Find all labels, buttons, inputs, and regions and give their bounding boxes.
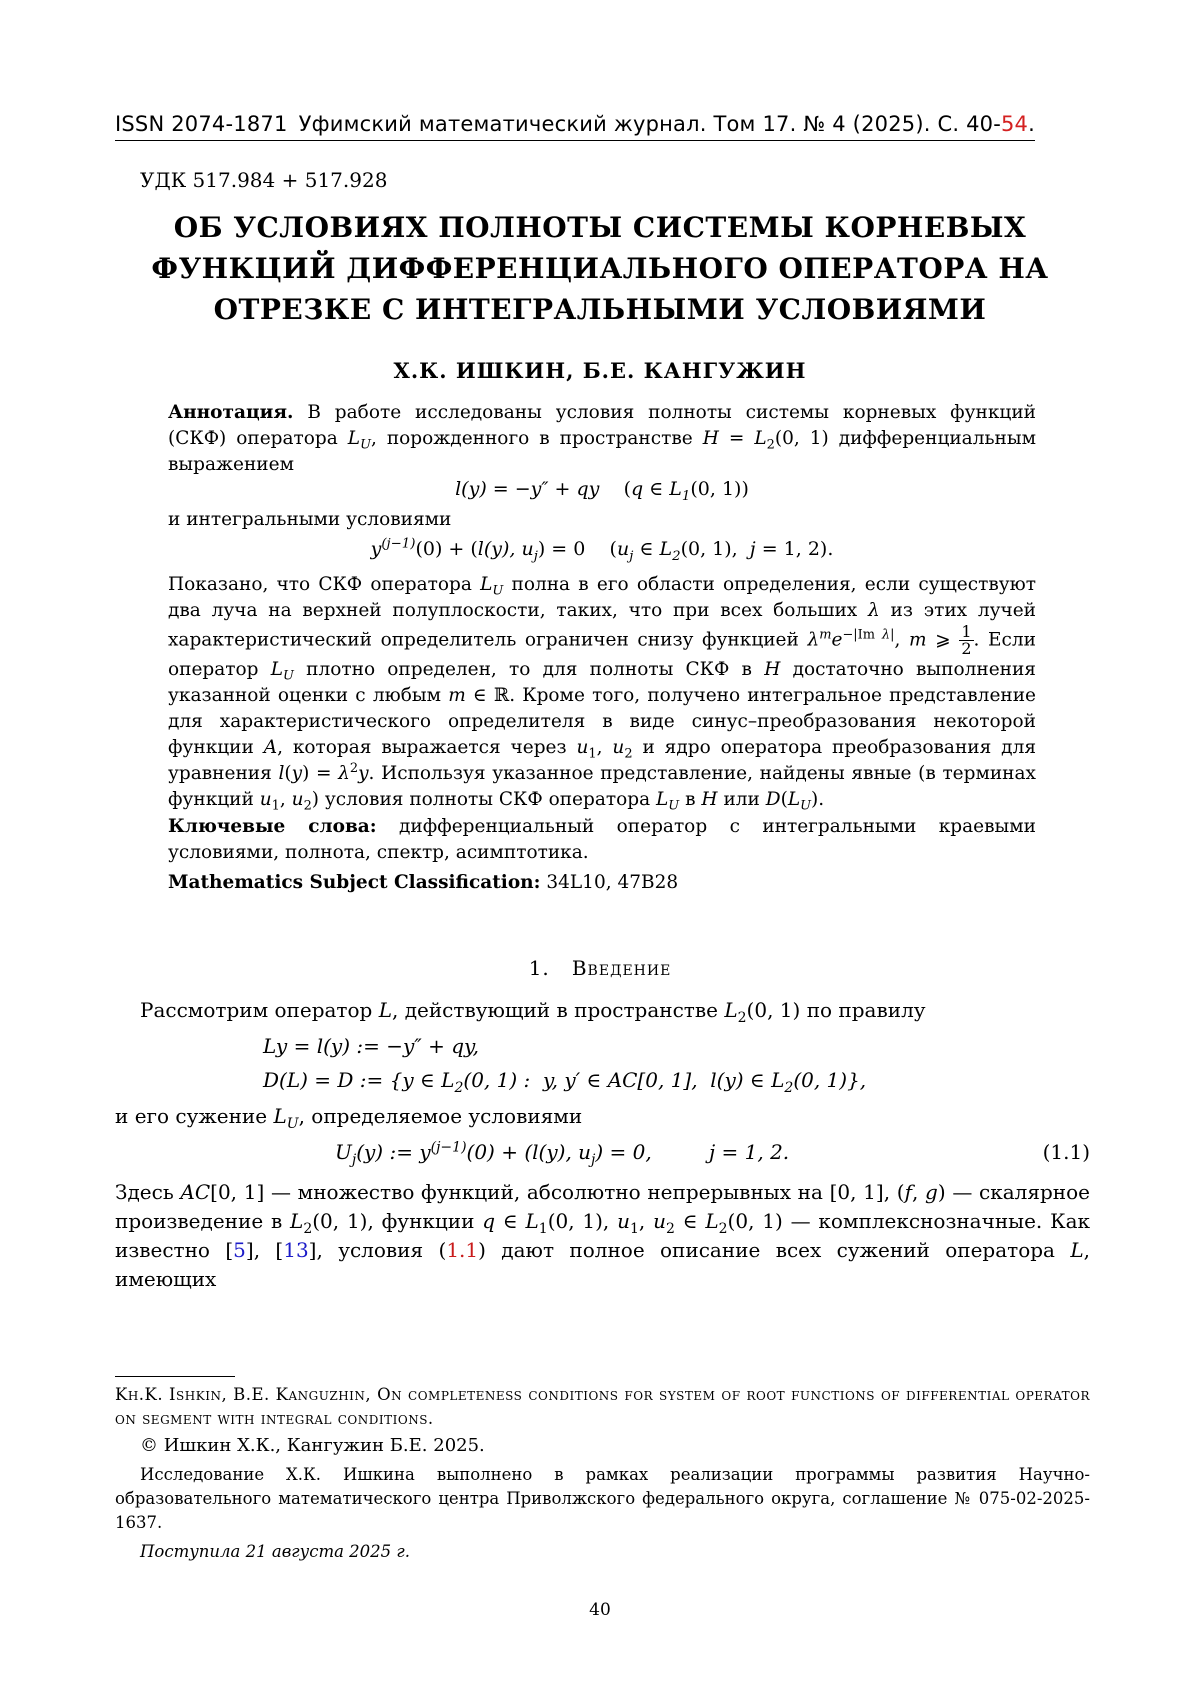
abstract-text: , которая выражается через bbox=[277, 737, 567, 758]
equation-1-1: $U_j(y)$ := $y^{(j-1)}(0) + (l(y)$, $u_j) = 0$, j = 1, 2. bbox=[335, 1139, 790, 1168]
section-title: Введение bbox=[571, 956, 672, 980]
section-heading bbox=[115, 956, 1085, 980]
abstract-text: плотно определен, то для полноты СКФ в bbox=[306, 659, 752, 680]
title-line-3: ОТРЕЗКЕ С ИНТЕГРАЛЬНЫМИ УСЛОВИЯМИ bbox=[213, 293, 987, 326]
journal-citation bbox=[299, 112, 1035, 136]
abstract-text: в bbox=[685, 789, 696, 810]
running-header bbox=[115, 112, 1035, 141]
abstract-text: . Кроме того, получено интегральное представление для характеристического определителя в виде синус–преобразования некоторой функции bbox=[168, 685, 1036, 758]
abstract-text: и ядро оператора преобразования для уравнения bbox=[168, 737, 1036, 784]
intro-text: — скалярное произведение в bbox=[115, 1180, 1090, 1233]
operator-definition: Ly = l(y) := −y″ + qy, bbox=[263, 1034, 480, 1058]
abstract-text: полна в его области определения, если существуют два луча на верхней полуплоскости, таких, что при всех больших bbox=[168, 574, 1036, 621]
abstract-text: достаточно выполнения указанной оценки с любым bbox=[168, 659, 1036, 706]
section-number: 1. bbox=[528, 956, 550, 980]
keywords bbox=[168, 814, 1036, 866]
copyright-footnote: © Ишкин Х.К., Кангужин Б.Е. 2025. bbox=[140, 1435, 485, 1456]
intro-text: , имеющих bbox=[115, 1238, 1090, 1291]
msc-text: 34L10, 47B28 bbox=[546, 872, 679, 893]
funding-footnote: Исследование Х.К. Ишкина выполнено в рамках реализации программы развития Научно-образовательного математического центра Приволжского федерального округа, соглашение № 075-02-2025-1637. bbox=[115, 1465, 1090, 1532]
keywords-label: Ключевые слова: bbox=[168, 816, 377, 837]
abstract-text: из этих лучей характеристический определитель ограничен снизу функцией bbox=[168, 600, 1036, 651]
intro-text: и его сужение bbox=[115, 1104, 268, 1128]
intro-sentence-2: и его сужение $L_U$, определяемое условиями bbox=[115, 1104, 583, 1132]
abstract-text: или bbox=[723, 789, 760, 810]
formula-l-y: l(y) = −y″ + qy (q ∈ $L_1(0$, 1)) bbox=[455, 478, 749, 504]
abstract-text: Показано, что СКФ оператора bbox=[168, 574, 472, 595]
domain-definition: D(L) = D := {y ∈ $L_2(0$, 1) : y, y′ ∈ AC[0, 1], l(y) ∈ $L_2(0$, 1)}, bbox=[263, 1068, 867, 1096]
abstract-text: . bbox=[818, 789, 825, 810]
abstract-text: , порожденного в пространстве bbox=[370, 428, 693, 449]
footnote-rule bbox=[115, 1376, 235, 1377]
english-title-footnote: Kh.K. Ishkin, B.E. Kanguzhin, On completeness conditions for system of root functions of differential operator on segment with integral conditions. bbox=[115, 1385, 1090, 1428]
intro-text: — множество функций, абсолютно непрерывных на bbox=[270, 1180, 823, 1204]
intro-text: Рассмотрим оператор bbox=[140, 998, 373, 1022]
intro-text: по правилу bbox=[806, 998, 926, 1022]
page-number: 40 bbox=[589, 1600, 611, 1620]
abstract-intro: Аннотация. В работе исследованы условия полноты системы корневых функций (СКФ) оператора $L_U$, порожденного в пространстве $H = L_2(0$, 1) дифференциальным выражением bbox=[168, 402, 1036, 475]
abstract-main: Показано, что СКФ оператора $L_U$ полна в его области определения, если существуют два луча на верхней полуплоскости, таких, что при всех больших λ из этих лучей характеристический определитель ограничен снизу функцией $\lambda^me^{-|Im \lambda|}$, m ⩾ $\frac{1}{2}$ . Если оператор $L_U$ плотно определен, то для полноты СКФ в H достаточно выполнения указанной оценки с любым m ∈ ℝ. Кроме того, получено интегральное представление для характеристического определителя в виде синус–преобразования некоторой функции A, которая выражается через $u_1$, $u_2$ и ядро оператора преобразования для уравнения $l(y) = \lambda^2y$. Используя указанное представление, найдены явные (в терминах функций $u_1$, $u_2$) условия полноты СКФ оператора $L_U$ в H или $D(L_U)$. bbox=[168, 574, 1036, 814]
end-page-link[interactable]: 54 bbox=[1000, 112, 1029, 136]
abstract-label: Аннотация. bbox=[168, 402, 294, 423]
equation-ref-link[interactable]: 1.1 bbox=[446, 1238, 479, 1262]
abstract-between: и интегральными условиями bbox=[168, 509, 452, 530]
msc-label: Mathematics Subject Classification: bbox=[168, 872, 541, 893]
authors: Х.К. ИШКИН, Б.Е. КАНГУЖИН bbox=[393, 358, 807, 383]
intro-text: дают полное описание всех сужений оператора bbox=[501, 1238, 1055, 1262]
title-line-2: ФУНКЦИЙ ДИФФЕРЕНЦИАЛЬНОГО ОПЕРАТОРА НА bbox=[151, 252, 1049, 285]
intro-text: , функции bbox=[367, 1209, 475, 1233]
equation-number: (1.1) bbox=[1042, 1140, 1090, 1164]
intro-sentence-1: Рассмотрим оператор L, действующий в пространстве $L_2(0$, 1) по правилу bbox=[140, 998, 926, 1026]
received-date: Поступила 21 августа 2025 г. bbox=[140, 1542, 411, 1561]
abstract-text: . Если оператор bbox=[168, 629, 1036, 680]
paper-title bbox=[115, 207, 1085, 330]
abstract-text: В работе исследованы условия полноты системы корневых функций (СКФ) оператора bbox=[168, 402, 1036, 449]
intro-text: , определяемое условиями bbox=[298, 1104, 583, 1128]
issn: ISSN 2074-1871 bbox=[115, 112, 288, 136]
intro-text: — комплекснозначные. Как известно bbox=[115, 1209, 1090, 1262]
udk: УДК 517.984 + 517.928 bbox=[140, 168, 388, 192]
abstract-text: ) условия полноты СКФ оператора bbox=[311, 789, 651, 810]
intro-text: , условия bbox=[316, 1238, 424, 1262]
keywords-text: дифференциальный оператор с интегральными краевыми условиями, полнота, спектр, асимптотика. bbox=[168, 816, 1036, 863]
title-line-1: ОБ УСЛОВИЯХ ПОЛНОТЫ СИСТЕМЫ КОРНЕВЫХ bbox=[173, 211, 1027, 244]
journal-citation-text: Уфимский математический журнал. Том 17. № 4 (2025). С. 40- bbox=[298, 112, 1001, 136]
intro-sentence-3: Здесь AC[0, 1] — множество функций, абсолютно непрерывных на [0, 1], (f, g) — скалярное произведение в $L_2(0$, 1), функции q ∈ $L_1(0$, 1), $u_1$, $u_2$ ∈ $L_2(0$, 1) — комплекснозначные. Как известно [5], [13], условия (1.1) дают полное описание всех сужений оператора L, имеющих bbox=[115, 1180, 1090, 1291]
abstract-text: дифференциальным выражением bbox=[168, 428, 1036, 475]
citation-link-13[interactable]: 13 bbox=[283, 1238, 309, 1262]
journal-citation-suffix: . bbox=[1028, 112, 1035, 136]
intro-text: , действующий в пространстве bbox=[391, 998, 718, 1022]
abstract-text: . Используя указанное представление, найдены явные (в терминах функций bbox=[168, 763, 1036, 810]
citation-link-5[interactable]: 5 bbox=[233, 1238, 246, 1262]
formula-integral-conditions: $y^{(j-1)}(0) + (l(y)$, $u_j) = 0$ ($u_j$ ∈ $L_2(0$, 1), j = 1, 2). bbox=[370, 536, 834, 564]
intro-text: Здесь bbox=[115, 1180, 174, 1204]
msc bbox=[168, 870, 1036, 896]
